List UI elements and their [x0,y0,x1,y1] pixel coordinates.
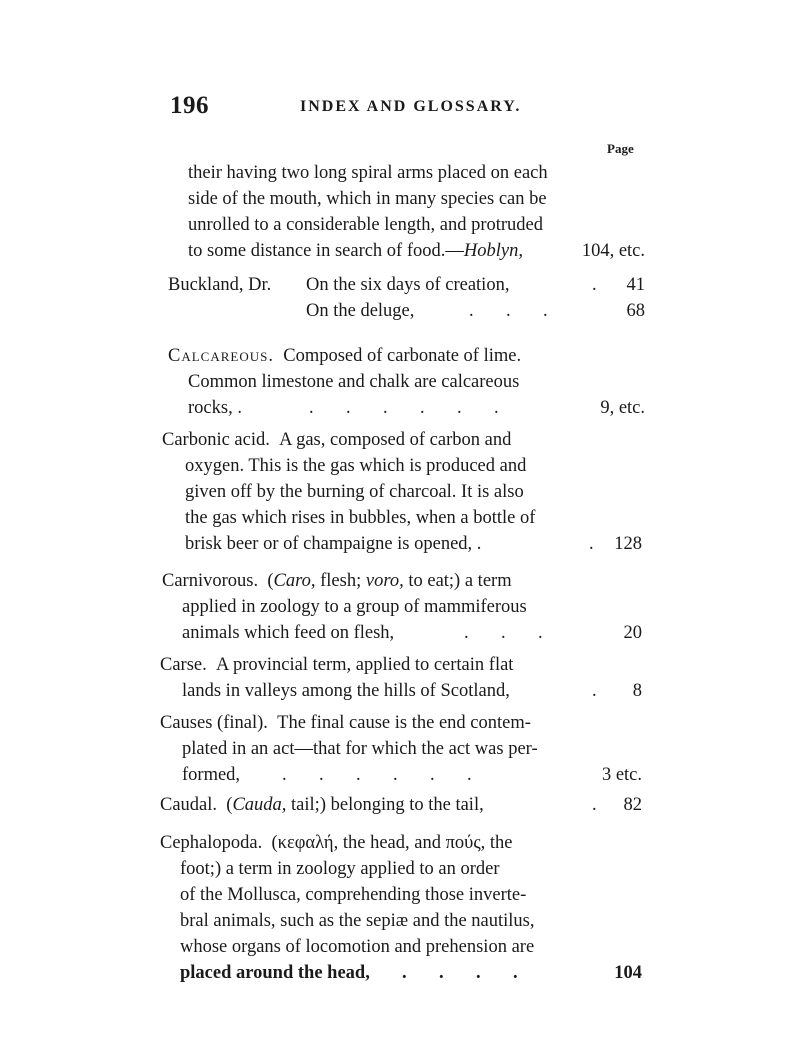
entry-line [160,830,513,856]
entry-text: rocks, . [188,398,242,418]
entry-term: Carnivorous. [162,571,259,591]
entry-term: Causes (final). [160,713,268,733]
entry-last-line [188,395,645,421]
leader-dots: . . . . . . [309,398,499,418]
entry-last-line [185,531,642,557]
leader-dots: . . . . . . [282,765,472,785]
etymology-term: Caro, [273,571,316,591]
entry-text: ( [267,571,274,591]
page-reference: 104 [614,963,642,983]
page-reference: 68 [626,301,645,321]
page-reference: 128 [614,534,642,554]
entry-text-line: applied in zoology to a group of mammiferous [182,597,527,617]
entry-text: placed around the head, [180,963,370,983]
entry-term: Caudal. [160,795,218,815]
entry-text: brisk beer or of champaigne is opened, . [185,534,482,554]
leader-dots: . [592,681,597,701]
entry-text-line: side of the mouth, which in many species can be [188,189,547,209]
sub-entry-text: On the six days of creation, [306,275,510,295]
entry-text: formed, [182,765,241,785]
entry-last-line [180,960,642,986]
entry-line [160,652,513,678]
author-citation: Hoblyn, [463,241,523,261]
entry-text: Composed of carbonate of lime. [283,346,522,366]
page-reference: 20 [623,623,642,643]
page-reference: 104, etc. [581,241,645,261]
entry-text: (κεφαλή, the head, and πούς, the [271,833,513,853]
entry-text: to eat;) a term [403,571,512,591]
entry-line [162,568,512,594]
page-column-label: Page [607,141,634,156]
entry-text: to some distance in search of food.— [188,241,464,261]
entry-text-line: plated in an act—that for which the act was per- [182,739,538,759]
entry-line [162,427,511,453]
entry-term: Calcareous. [168,346,274,366]
page-reference: 41 [626,275,645,295]
leader-dots: . [589,534,594,554]
entry-line [160,710,531,736]
etymology-term: Cauda, [232,795,287,815]
entry-term: Buckland, Dr. [168,275,272,295]
entry-line [168,343,521,369]
entry-line [160,792,642,818]
entry-last-line [188,238,645,264]
entry-text: ( [226,795,233,815]
leader-dots: . . . [464,623,543,643]
page-reference: 3 etc. [601,765,642,785]
page-reference: 8 [632,681,642,701]
entry-text-line: given off by the burning of charcoal. It is also [185,482,524,502]
entry-text-line: whose organs of locomotion and prehension are [180,937,535,957]
etymology-term: voro, [365,571,404,591]
entry-text-line: foot;) a term in zoology applied to an order [180,859,500,879]
entry-term: Carbonic acid. [162,430,270,450]
entry-text: lands in valleys among the hills of Scotland, [182,681,510,701]
entry-text: flesh; [315,571,366,591]
entry-text: A gas, composed of carbon and [279,430,512,450]
entry-term: Carse. [160,655,207,675]
entry-text-line: oxygen. This is the gas which is produced and [185,456,527,476]
leader-dots: . . . [469,301,548,321]
entry-text-line: Common limestone and chalk are calcareous [188,372,520,392]
entry-text: The final cause is the end contem- [277,713,531,733]
leader-dots: . [592,275,597,295]
entry-last-line [182,762,642,788]
entry-text-line: the gas which rises in bubbles, when a bottle of [185,508,536,528]
entry-text: A provincial term, applied to certain flat [216,655,514,675]
entry-last-line [182,620,642,646]
page-reference: 82 [623,795,642,815]
entry-text-line: bral animals, such as the sepiæ and the nautilus, [180,911,535,931]
sub-entry-text: On the deluge, [306,301,415,321]
page-number: 196 [170,92,209,119]
entry-last-line [182,678,642,704]
entry-text: tail;) belonging to the tail, [286,795,484,815]
leader-dots: . . . . [402,963,518,983]
entry-term: Cephalopoda. [160,833,263,853]
entry-text-line: of the Mollusca, comprehending those inverte- [180,885,527,905]
running-head: INDEX AND GLOSSARY. [300,98,522,115]
entry-text-line: their having two long spiral arms placed on each [188,163,548,183]
entry-line [168,272,645,298]
entry-text-line: unrolled to a considerable length, and protruded [188,215,543,235]
page-reference: 9, etc. [600,398,645,418]
entry-text: animals which feed on flesh, [182,623,395,643]
leader-dots: . [592,795,597,815]
